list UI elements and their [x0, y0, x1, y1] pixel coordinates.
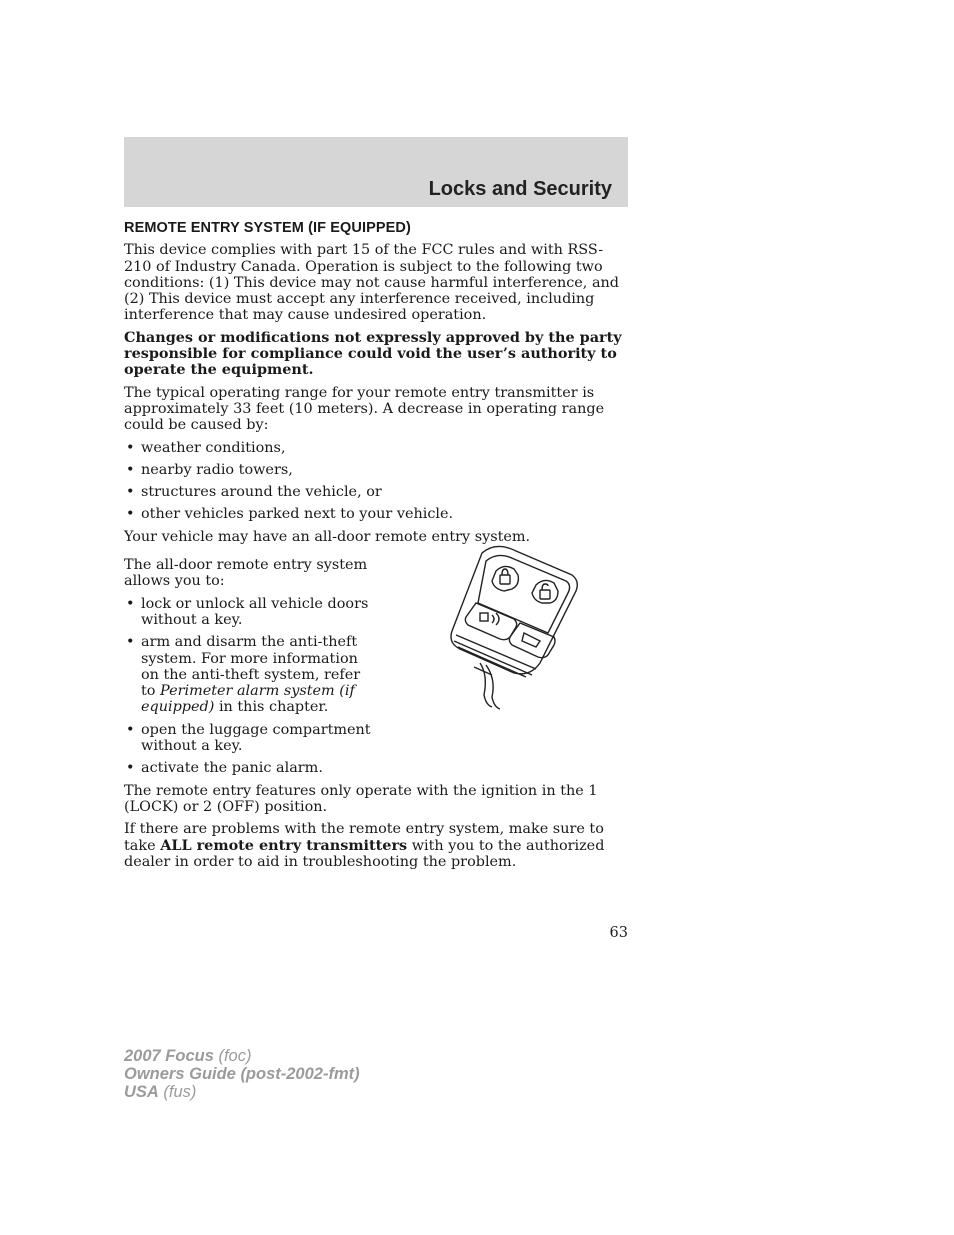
list-item: • lock or unlock all vehicle doors without a key.	[124, 596, 374, 629]
features-section	[124, 557, 628, 777]
troubleshooting-paragraph	[124, 821, 628, 870]
page-content	[124, 220, 628, 876]
operating-range-paragraph: The typical operating range for your remote entry transmitter is approximately 33 feet (10 meters). A decrease in operating range could be caused by:	[124, 384, 605, 434]
unlock-button-icon	[532, 580, 558, 603]
features-intro: The all-door remote entry system allows you to:	[124, 557, 368, 590]
list-item: • other vehicles parked next to your vehicle.	[124, 506, 628, 522]
troubleshooting-text: If there are problems with the remote entry system, make sure to take	[124, 821, 604, 854]
list-item: • open the luggage compartment without a key.	[124, 722, 374, 755]
chapter-title: Locks and Security	[428, 178, 612, 200]
footer-line	[124, 1047, 360, 1065]
footer-line	[124, 1083, 360, 1101]
transmitters-emphasis: ALL remote entry transmitters	[160, 836, 408, 854]
list-item: • weather conditions,	[124, 440, 628, 456]
page-number: 63	[609, 925, 628, 941]
features-text	[124, 557, 374, 777]
all-door-paragraph: Your vehicle may have an all-door remote entry system.	[124, 528, 531, 545]
header-band	[124, 137, 628, 207]
list-item	[124, 634, 374, 715]
features-list	[124, 596, 374, 777]
feature-text: arm and disarm the anti-theft system. For more information on the anti-theft system, refer to	[141, 634, 361, 700]
list-item: • nearby radio towers,	[124, 462, 628, 478]
fcc-compliance-paragraph: This device complies with part 15 of the FCC rules and with RSS-210 of Industry Canada. Operation is subject to the following two conditions: (1) This device may not cause harmful interference, and (2) This device must accept any interference received, including interference that may cause undesired operation.	[124, 242, 620, 324]
range-causes-list	[124, 440, 628, 523]
feature-text: in this chapter.	[214, 699, 329, 716]
footer-code: (foc)	[213, 1047, 252, 1065]
document-footer	[124, 1047, 360, 1101]
troubleshooting-text: with you to the authorized dealer in order to aid in troubleshooting the problem.	[124, 837, 605, 870]
section-heading: REMOTE ENTRY SYSTEM (IF EQUIPPED)	[124, 220, 411, 236]
footer-guide: Owners Guide (post-2002-fmt)	[124, 1065, 360, 1083]
footer-market: USA	[124, 1083, 159, 1101]
remote-key-fob-illustration	[444, 545, 584, 710]
lock-button-icon	[492, 566, 518, 591]
list-item: • structures around the vehicle, or	[124, 484, 628, 500]
footer-code: (fus)	[158, 1083, 197, 1101]
ignition-paragraph: The remote entry features only operate with the ignition in the 1 (LOCK) or 2 (OFF) position.	[124, 782, 598, 815]
cross-reference: Perimeter alarm system (if equipped)	[141, 683, 355, 716]
list-item: • activate the panic alarm.	[124, 760, 374, 776]
modification-warning: Changes or modifications not expressly approved by the party responsible for compliance could void the user’s authority to operate the equipment.	[124, 328, 622, 379]
trunk-button-icon	[509, 623, 555, 658]
footer-model: 2007 Focus	[124, 1047, 214, 1065]
